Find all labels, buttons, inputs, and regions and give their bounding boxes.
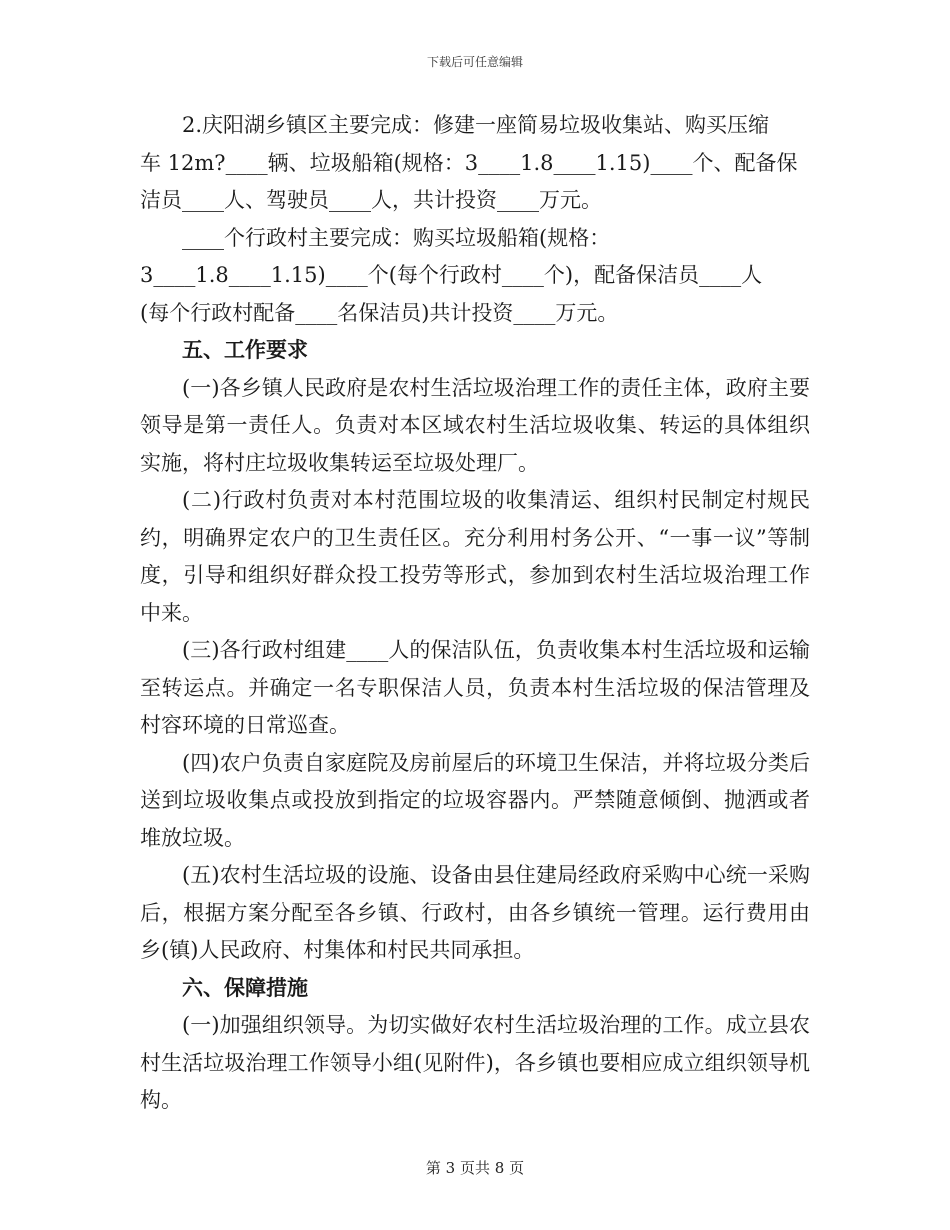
document-body — [140, 107, 810, 1120]
village-block — [140, 220, 810, 333]
item2-line-1: 2.庆阳湖乡镇区主要完成：修建一座简易垃圾收集站、购买压缩 — [182, 113, 770, 137]
section5-item-5: (五)农村生活垃圾的设施、设备由县住建局经政府采购中心统一采购后，根据方案分配至各乡镇、行政村，由各乡镇统一管理。运行费用由乡(镇)人民政府、村集体和村民共同承担。 — [140, 863, 810, 962]
village-line-1: ____个行政村主要完成：购买垃圾船箱(规格： — [182, 225, 611, 250]
item2-line-3: 洁员____人、驾驶员____人，共计投资____万元。 — [140, 188, 602, 212]
section5-item-2: (二)行政村负责对本村范围垃圾的收集清运、组织村民制定村规民约，明确界定农户的卫生责任区。充分利用村务公开、“一事一议”等制度，引导和组织好群众投工投劳等形式，参加到农村生活垃圾治理工作中来。 — [140, 488, 810, 625]
page-footer: 第 3 页共 8 页 — [425, 1159, 525, 1177]
section5-title: 五、工作要求 — [182, 338, 308, 362]
village-line-2: 3____1.8____1.15)____个(每个行政村____个)，配备保洁员____人 — [140, 263, 763, 287]
section5-item-4: (四)农户负责自家庭院及房前屋后的环境卫生保洁，并将垃圾分类后送到垃圾收集点或投放到指定的垃圾容器内。严禁随意倾倒、抛洒或者堆放垃圾。 — [140, 750, 810, 850]
section6-item-1: (一)加强组织领导。为切实做好农村生活垃圾治理的工作。成立县农村生活垃圾治理工作领导小组(见附件)，各乡镇也要相应成立组织领导机构。 — [140, 1013, 810, 1112]
item2-line-2: 车 12m?____辆、垃圾船箱(规格：3____1.8____1.15)____个、配备保 — [140, 150, 798, 175]
village-line-3: (每个行政村配备____名保洁员)共计投资____万元。 — [140, 300, 619, 325]
item2-block — [140, 107, 810, 220]
section5-item-1: (一)各乡镇人民政府是农村生活垃圾治理工作的责任主体，政府主要领导是第一责任人。负责对本区域农村生活垃圾收集、转运的具体组织实施，将村庄垃圾收集转运至垃圾处理厂。 — [140, 375, 810, 475]
section6-title: 六、保障措施 — [182, 975, 308, 1000]
page-header: 下载后可任意编辑 — [426, 55, 523, 69]
section5-item-3: (三)各行政村组建____人的保洁队伍，负责收集本村生活垃圾和运输至转运点。并确定一名专职保洁人员，负责本村生活垃圾的保洁管理及村容环境的日常巡查。 — [140, 638, 810, 737]
